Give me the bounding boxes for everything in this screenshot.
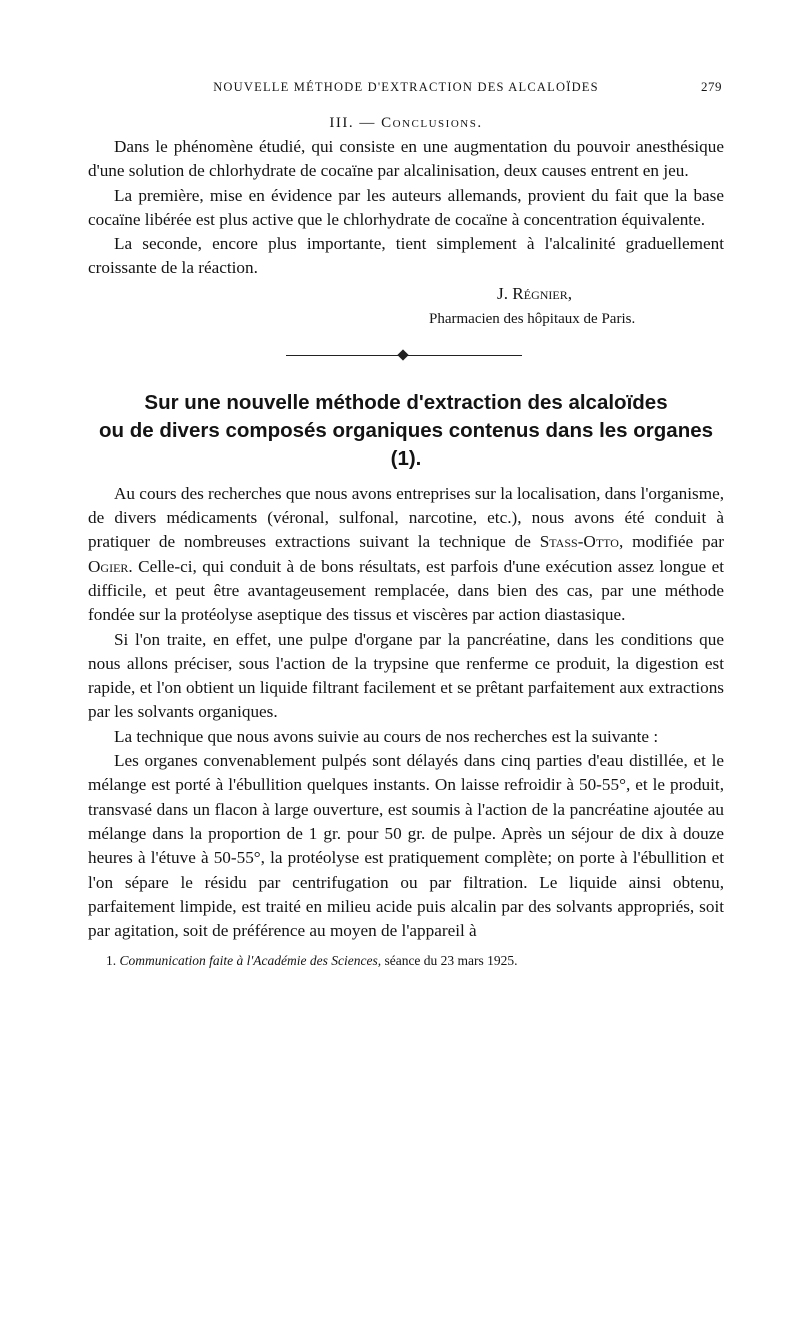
author-name: J. Régnier,: [497, 283, 573, 303]
divider-diamond-icon: [397, 349, 408, 360]
article-paragraph-2: Si l'on traite, en effet, une pulpe d'organe par la pancréatine, dans les conditions que nous allons préciser, sous l'action de la trypsine que renferme ce produit, la digestion est rapide, et l'on obtient un liquide filtrant facilement et se prêtant parfaitement aux extractions par les solvants organiques.: [88, 629, 724, 722]
author-signature: [88, 281, 724, 307]
section-number: III. —: [329, 115, 382, 131]
article-paragraph-1-a: Au cours des recherches que nous avons entreprises sur la localisation, dans l'organisme, de divers médicaments (véronal, sulfonal, narcotine, etc.), nous avons été conduit à pratiquer de nombreuses extractions suivant la technique de: [88, 483, 724, 552]
page: [88, 76, 724, 971]
section-title: [88, 111, 724, 135]
article-paragraph-1-b: , modifiée par: [618, 532, 724, 552]
section-divider: [88, 331, 724, 379]
article-title-line-1: Sur une nouvelle méthode d'extraction des alcaloïdes: [144, 390, 668, 414]
article-title-line-2-text: ou de divers composés organiques contenus dans les organes: [98, 418, 714, 442]
section-heading: Conclusions.: [381, 115, 483, 131]
footnote-italic: Communication faite à l'Académie des Sciences,: [119, 953, 382, 969]
article-paragraph-4: Les organes convenablement pulpés sont délayés dans cinq parties d'eau distillée, et le mélange est porté à l'ébullition quelques instants. On laisse refroidir à 50-55°, et le produit, transvasé dans un flacon à large ouverture, est soumis à l'action de la pancréatine ajoutée au mélange dans la proportion de 1 gr. pour 50 gr. de pulpe. Après un séjour de dix à douze heures à l'étuve à 50-55°, la protéolyse est pratiquement complète; on porte à l'ébullition et l'on sépare le résidu par centrifugation ou par filtration. Le liquide ainsi obtenu, parfaitement limpide, est traité en milieu acide puis alcalin par des solvants appropriés, soit par agitation, soit de préférence au moyen de l'appareil à: [88, 751, 724, 941]
running-title: NOUVELLE MÉTHODE D'EXTRACTION DES ALCALOÏDES: [213, 80, 599, 94]
article-paragraph-1-c: . Celle-ci, qui conduit à de bons résultats, est parfois d'une exécution assez longue et difficile, et peut être avantageusement remplacée, dans bien des cas, par une méthode fondée sur la protéolyse aseptique des tissus et viscères par action diastasique.: [88, 556, 724, 625]
article-title-footnote-ref: (1).: [390, 446, 422, 470]
conclusion-paragraph-3: La seconde, encore plus importante, tient simplement à l'alcalinité graduellement croissante de la réaction.: [88, 234, 724, 278]
cited-author-stass-otto: Stass-Otto: [539, 532, 619, 552]
author-affiliation: Pharmacien des hôpitaux de Paris.: [429, 310, 636, 327]
article-paragraph-1: [88, 482, 724, 628]
page-number: 279: [701, 79, 722, 94]
running-header: [88, 76, 724, 98]
footnote-number: 1.: [106, 953, 120, 969]
article-title-line-2: [88, 417, 724, 473]
conclusion-paragraph-1: Dans le phénomène étudié, qui consiste en une augmentation du pouvoir anesthésique d'une solution de chlorhydrate de cocaïne par alcalinisation, deux causes entrent en jeu.: [88, 137, 724, 181]
footnote: [88, 951, 724, 971]
conclusion-paragraph-2: La première, mise en évidence par les auteurs allemands, provient du fait que la base cocaïne libérée est plus active que le chlorhydrate de cocaïne à concentration équivalente.: [88, 185, 724, 229]
footnote-rest: séance du 23 mars 1925.: [381, 953, 518, 969]
cited-author-ogier: Ogier: [88, 556, 129, 576]
article-paragraph-3: La technique que nous avons suivie au cours de nos recherches est la suivante :: [114, 726, 659, 746]
article-title: [88, 389, 724, 473]
